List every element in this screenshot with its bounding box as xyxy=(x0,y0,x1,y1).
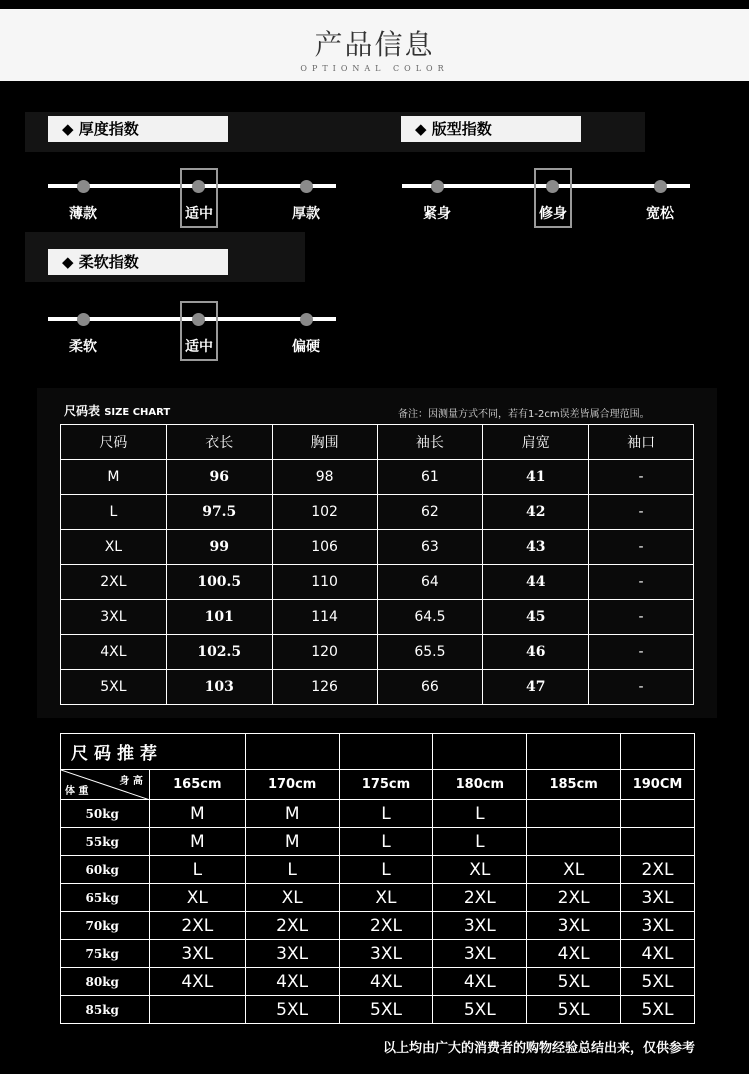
table-row xyxy=(61,996,695,1024)
size-cell: 4XL xyxy=(433,968,527,996)
height-header: 175cm xyxy=(339,770,433,800)
blank-cell xyxy=(433,734,527,770)
table-cell: 126 xyxy=(272,670,377,705)
size-cell: 2XL xyxy=(339,912,433,940)
thickness-dot xyxy=(77,180,90,193)
table-cell: 64.5 xyxy=(377,600,483,635)
size-cell: 3XL xyxy=(433,912,527,940)
recommendation-footnote: 以上均由广大的消费者的购物经验总结出来，仅供参考 xyxy=(382,1041,695,1056)
table-cell: 103 xyxy=(166,670,272,705)
table-cell: - xyxy=(589,530,694,565)
column-header: 袖长 xyxy=(377,425,483,460)
size-cell: L xyxy=(433,828,527,856)
size-cell: 4XL xyxy=(245,968,339,996)
size-cell: 4XL xyxy=(339,968,433,996)
table-row xyxy=(61,635,694,670)
weight-cell: 60kg xyxy=(61,856,150,884)
thickness-option: 适中 xyxy=(185,206,213,222)
table-row xyxy=(61,912,695,940)
table-cell: 106 xyxy=(272,530,377,565)
corner-weight-label: 体 重 xyxy=(65,786,89,797)
size-cell: 5XL xyxy=(245,996,339,1024)
column-header: 胸围 xyxy=(272,425,377,460)
size-cell: 5XL xyxy=(339,996,433,1024)
size-cell: 3XL xyxy=(245,940,339,968)
table-cell: 5XL xyxy=(61,670,167,705)
weight-cell: 85kg xyxy=(61,996,150,1024)
size-cell xyxy=(527,828,621,856)
table-cell: 2XL xyxy=(61,565,167,600)
table-cell: 114 xyxy=(272,600,377,635)
softness-option: 柔软 xyxy=(69,339,97,355)
table-cell: 98 xyxy=(272,460,377,495)
softness-index-label: ◆ 柔软指数 xyxy=(48,249,228,275)
page-header xyxy=(0,9,749,81)
fit-option: 宽松 xyxy=(646,206,674,222)
size-cell: M xyxy=(245,800,339,828)
table-cell: 97.5 xyxy=(166,495,272,530)
column-header: 衣长 xyxy=(166,425,272,460)
table-cell: 63 xyxy=(377,530,483,565)
size-cell: XL xyxy=(245,884,339,912)
table-cell: 110 xyxy=(272,565,377,600)
table-cell: 102 xyxy=(272,495,377,530)
table-cell: 44 xyxy=(483,565,589,600)
blank-cell xyxy=(245,734,339,770)
table-row xyxy=(61,856,695,884)
page-subtitle: OPTIONAL COLOR xyxy=(300,64,449,73)
size-cell: 2XL xyxy=(149,912,245,940)
rec-title: 尺码推荐 xyxy=(61,734,246,770)
table-cell: 64 xyxy=(377,565,483,600)
fit-dot xyxy=(431,180,444,193)
table-cell: 41 xyxy=(483,460,589,495)
height-header: 165cm xyxy=(149,770,245,800)
height-header: 180cm xyxy=(433,770,527,800)
size-cell xyxy=(621,828,695,856)
weight-cell: 70kg xyxy=(61,912,150,940)
size-cell: M xyxy=(149,828,245,856)
table-cell: 4XL xyxy=(61,635,167,670)
corner-height-label: 身 高 xyxy=(119,776,143,787)
table-row xyxy=(61,828,695,856)
size-cell: XL xyxy=(527,856,621,884)
weight-cell: 80kg xyxy=(61,968,150,996)
table-cell: - xyxy=(589,600,694,635)
table-cell: 62 xyxy=(377,495,483,530)
size-cell: 2XL xyxy=(433,884,527,912)
rec-header-row xyxy=(61,770,695,800)
table-cell: 45 xyxy=(483,600,589,635)
height-header: 170cm xyxy=(245,770,339,800)
size-chart-note: 备注：因测量方式不同，若有1-2cm误差皆属合理范围。 xyxy=(398,409,650,420)
height-header: 185cm xyxy=(527,770,621,800)
table-cell: - xyxy=(589,460,694,495)
thickness-index-label: ◆ 厚度指数 xyxy=(48,116,228,142)
size-cell: 3XL xyxy=(527,912,621,940)
table-header-row xyxy=(61,425,694,460)
table-cell: 100.5 xyxy=(166,565,272,600)
table-row xyxy=(61,800,695,828)
size-cell: 2XL xyxy=(527,884,621,912)
size-cell: 3XL xyxy=(433,940,527,968)
fit-index-label: ◆ 版型指数 xyxy=(401,116,581,142)
column-header: 肩宽 xyxy=(483,425,589,460)
weight-cell: 50kg xyxy=(61,800,150,828)
size-cell: L xyxy=(149,856,245,884)
size-cell: 4XL xyxy=(621,940,695,968)
table-cell: - xyxy=(589,565,694,600)
size-cell: 3XL xyxy=(621,884,695,912)
size-chart-table xyxy=(60,424,694,705)
size-cell: 4XL xyxy=(527,940,621,968)
size-cell: M xyxy=(149,800,245,828)
blank-cell xyxy=(621,734,695,770)
size-cell xyxy=(149,996,245,1024)
table-cell: 42 xyxy=(483,495,589,530)
table-cell: M xyxy=(61,460,167,495)
size-cell: XL xyxy=(339,884,433,912)
softness-dot xyxy=(77,313,90,326)
size-chart-title-en: SIZE CHART xyxy=(104,407,171,418)
size-chart-title xyxy=(64,402,170,419)
table-row xyxy=(61,670,694,705)
blank-cell xyxy=(339,734,433,770)
size-cell: L xyxy=(339,800,433,828)
table-row xyxy=(61,940,695,968)
size-cell: 5XL xyxy=(433,996,527,1024)
table-row xyxy=(61,565,694,600)
size-cell: XL xyxy=(433,856,527,884)
column-header: 袖口 xyxy=(589,425,694,460)
weight-cell: 75kg xyxy=(61,940,150,968)
table-row xyxy=(61,884,695,912)
size-cell xyxy=(527,800,621,828)
column-header: 尺码 xyxy=(61,425,167,460)
blank-cell xyxy=(527,734,621,770)
table-cell: - xyxy=(589,495,694,530)
thickness-option: 厚款 xyxy=(292,206,320,222)
table-cell: 120 xyxy=(272,635,377,670)
table-cell: 102.5 xyxy=(166,635,272,670)
size-cell: L xyxy=(433,800,527,828)
table-cell: 66 xyxy=(377,670,483,705)
table-row xyxy=(61,600,694,635)
thickness-dot xyxy=(300,180,313,193)
table-row xyxy=(61,495,694,530)
fit-option: 紧身 xyxy=(423,206,451,222)
size-cell: XL xyxy=(149,884,245,912)
weight-cell: 55kg xyxy=(61,828,150,856)
table-cell: 65.5 xyxy=(377,635,483,670)
fit-option: 修身 xyxy=(539,206,567,222)
table-cell: 61 xyxy=(377,460,483,495)
table-cell: 46 xyxy=(483,635,589,670)
size-cell: 2XL xyxy=(245,912,339,940)
table-cell: 47 xyxy=(483,670,589,705)
size-cell: L xyxy=(339,856,433,884)
page-title: 产品信息 xyxy=(314,28,435,61)
table-cell: 101 xyxy=(166,600,272,635)
size-cell: L xyxy=(339,828,433,856)
size-cell: 3XL xyxy=(621,912,695,940)
fit-dot xyxy=(654,180,667,193)
size-cell: 3XL xyxy=(339,940,433,968)
size-cell: 5XL xyxy=(527,968,621,996)
softness-dot xyxy=(300,313,313,326)
weight-cell: 65kg xyxy=(61,884,150,912)
size-cell: 4XL xyxy=(149,968,245,996)
size-cell xyxy=(621,800,695,828)
size-cell: 2XL xyxy=(621,856,695,884)
size-cell: M xyxy=(245,828,339,856)
rec-corner-cell xyxy=(61,770,150,800)
table-cell: 99 xyxy=(166,530,272,565)
table-cell: - xyxy=(589,670,694,705)
size-cell: L xyxy=(245,856,339,884)
table-cell: XL xyxy=(61,530,167,565)
table-cell: L xyxy=(61,495,167,530)
height-header: 190CM xyxy=(621,770,695,800)
table-row xyxy=(61,968,695,996)
size-chart-title-cn: 尺码表 xyxy=(64,404,101,418)
softness-option: 偏硬 xyxy=(292,339,320,355)
table-cell: 3XL xyxy=(61,600,167,635)
table-cell: 96 xyxy=(166,460,272,495)
size-cell: 5XL xyxy=(527,996,621,1024)
size-cell: 3XL xyxy=(149,940,245,968)
softness-option: 适中 xyxy=(185,339,213,355)
thickness-option: 薄款 xyxy=(69,206,97,222)
size-recommendation-table xyxy=(60,733,695,1024)
rec-title-row xyxy=(61,734,695,770)
size-cell: 5XL xyxy=(621,996,695,1024)
table-row xyxy=(61,530,694,565)
table-row xyxy=(61,460,694,495)
table-cell: - xyxy=(589,635,694,670)
size-cell: 5XL xyxy=(621,968,695,996)
table-cell: 43 xyxy=(483,530,589,565)
